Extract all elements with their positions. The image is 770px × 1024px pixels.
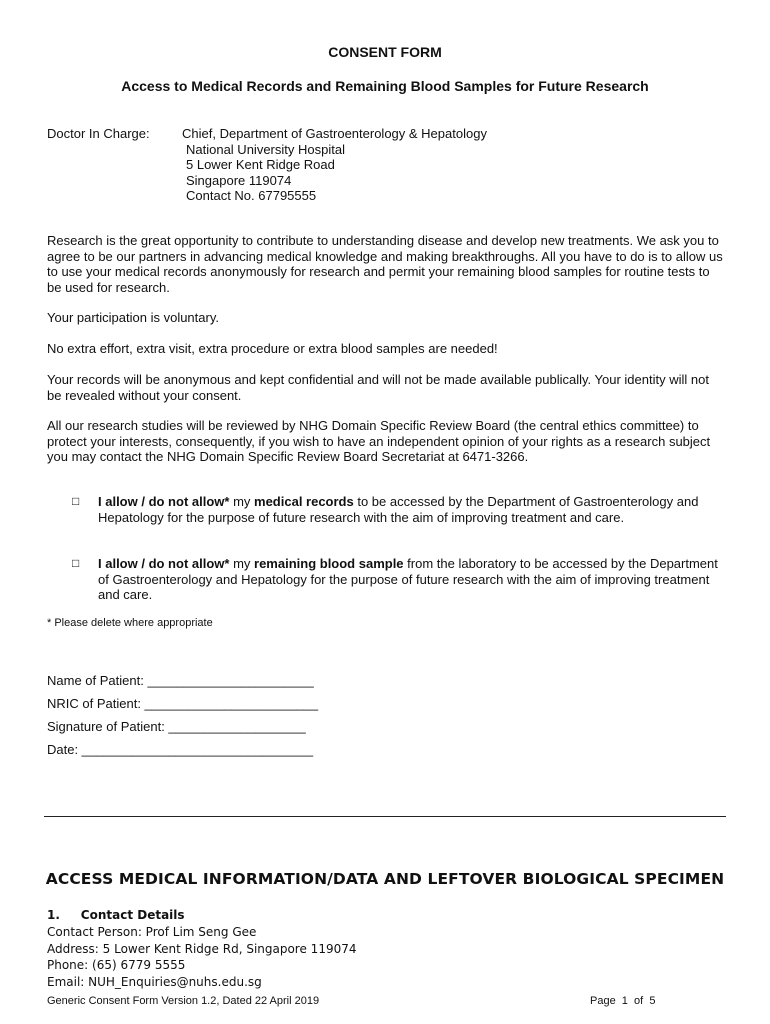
checkbox[interactable]: □ — [72, 556, 80, 570]
doctor-label: Doctor In Charge: — [47, 126, 150, 141]
consent-medical-records — [72, 494, 722, 525]
section-title: ACCESS MEDICAL INFORMATION/DATA AND LEFTOVER BIOLOGICAL SPECIMEN — [45, 870, 725, 888]
consent-text — [98, 494, 722, 525]
contact-address: Address: 5 Lower Kent Ridge Rd, Singapore 119074 — [47, 941, 357, 956]
doctor-line: Chief, Department of Gastroenterology & Hepatology — [182, 126, 487, 141]
divider — [44, 816, 726, 817]
paragraph-no-extra: No extra effort, extra visit, extra procedure or extra blood samples are needed! — [47, 341, 498, 356]
contact-phone: Phone: (65) 6779 5555 — [47, 958, 186, 973]
consent-rest: to be accessed by the Department of Gastroenterology and Hepatology for the purpose of future research with the aim of improving treatment and care. — [98, 494, 699, 525]
consent-connector: my — [229, 556, 255, 571]
consent-blood-sample — [72, 556, 722, 603]
doctor-line: 5 Lower Kent Ridge Road — [186, 157, 335, 172]
consent-item: remaining blood sample — [254, 556, 404, 571]
date-field[interactable]: Date: ________________________________ — [47, 742, 314, 757]
consent-choice: I allow / do not allow* — [98, 556, 230, 571]
consent-text — [98, 556, 722, 603]
doctor-line: Contact No. 67795555 — [186, 188, 317, 203]
name-of-patient-field[interactable]: Name of Patient: _______________________ — [47, 673, 314, 688]
contact-person: Contact Person: Prof Lim Seng Gee — [47, 924, 257, 939]
doctor-details — [182, 126, 487, 204]
signature-of-patient-field[interactable]: Signature of Patient: ___________________ — [47, 719, 306, 734]
paragraph-anonymous: Your records will be anonymous and kept confidential and will not be made available publically. Your identity will not be revealed without your consent. — [47, 372, 709, 403]
consent-rest: from the laboratory to be accessed by the Department of Gastroenterology and Hepatology for the purpose of future research with the aim of improving treatment and care. — [98, 556, 718, 602]
doctor-line: National University Hospital — [186, 141, 345, 157]
footer-page-number: Page 1 of 5 — [590, 995, 656, 1007]
checkbox[interactable]: □ — [72, 494, 80, 508]
contact-email: Email: NUH_Enquiries@nuhs.edu.sg — [47, 975, 262, 990]
paragraph-research: Research is the great opportunity to contribute to understanding disease and develop new treatments. We ask you to agree to be our partners in advancing medical knowledge and making breakthroughs. All you have to do is to allow us to use your medical records anonymously for research and permit your remaining blood samples for routine tests to be used for research. — [47, 233, 723, 295]
nric-of-patient-field[interactable]: NRIC of Patient: ________________________ — [47, 696, 319, 711]
delete-note: * Please delete where appropriate — [47, 617, 213, 629]
form-subtitle: Access to Medical Records and Remaining Blood Samples for Future Research — [121, 78, 649, 94]
consent-connector: my — [229, 494, 255, 509]
footer-version: Generic Consent Form Version 1.2, Dated 22 April 2019 — [47, 995, 320, 1007]
contact-heading: 1. Contact Details — [47, 908, 185, 922]
paragraph-voluntary: Your participation is voluntary. — [47, 310, 219, 325]
doctor-line: Singapore 119074 — [186, 172, 292, 188]
form-title: CONSENT FORM — [328, 44, 442, 60]
contact-details — [47, 907, 357, 991]
consent-choice: I allow / do not allow* — [98, 494, 230, 509]
paragraph-review-board: All our research studies will be reviewed by NHG Domain Specific Review Board (the central ethics committee) to protect your interests, consequently, if you wish to have an independent opinion of your rights as a research subject you may contact the NHG Domain Specific Review Board Secretariat at 6471-3266. — [47, 418, 711, 464]
consent-item: medical records — [254, 494, 354, 509]
